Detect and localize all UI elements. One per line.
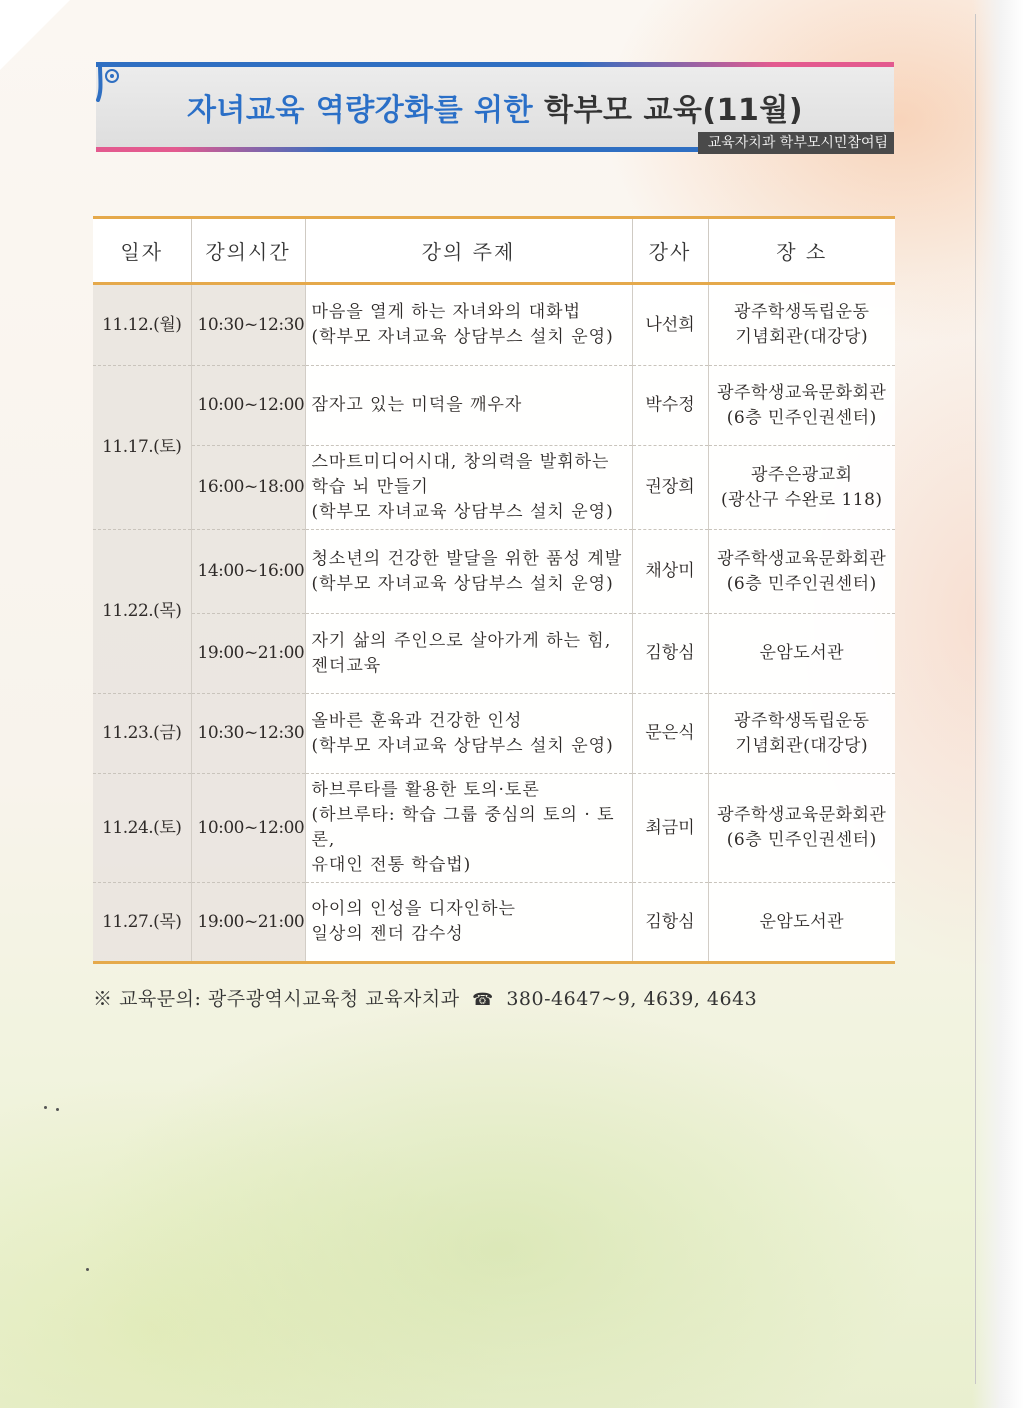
topic-line: (하브루타: 학습 그룹 중심의 토의 · 토론, <box>311 805 615 850</box>
department-label: 교육자치과 학부모시민참여팀 <box>698 132 894 154</box>
venue-line: (6층 민주인권센터) <box>726 573 877 594</box>
instructor-cell: 김항심 <box>632 883 708 963</box>
topic-cell <box>305 530 632 614</box>
venue-line: 운암도서관 <box>759 643 845 663</box>
time-cell: 10:00~12:00 <box>191 774 305 883</box>
instructor-cell: 박수정 <box>632 366 708 446</box>
date-cell: 11.22.(목) <box>93 530 191 694</box>
venue-line: (광산구 수완로 118) <box>720 489 883 510</box>
scan-speck <box>44 1106 47 1109</box>
time-cell: 10:30~12:30 <box>191 284 305 366</box>
date-cell: 11.24.(토) <box>93 774 191 883</box>
table-row <box>93 614 895 694</box>
topic-line: 젠더교육 <box>311 655 382 676</box>
topic-cell <box>305 774 632 883</box>
date-cell: 11.17.(토) <box>93 366 191 530</box>
table-row <box>93 530 895 614</box>
contact-label: 교육문의: 광주광역시교육청 교육자치과 <box>119 988 460 1010</box>
venue-line: 기념회관(대강당) <box>735 327 869 347</box>
column-header-instructor: 강사 <box>632 218 708 284</box>
venue-line: 광주학생교육문화회관 <box>717 382 887 403</box>
page-title <box>96 85 894 129</box>
venue-line: 광주학생교육문화회관 <box>717 805 887 825</box>
venue-line: 광주학생독립운동 <box>734 710 870 731</box>
reference-mark: ※ <box>93 988 113 1010</box>
instructor-cell: 최금미 <box>632 774 708 883</box>
table-header-row <box>93 218 895 284</box>
venue-cell <box>708 883 895 963</box>
venue-line: 기념회관(대강당) <box>735 735 869 756</box>
title-highlight: 자녀교육 역량강화를 위한 <box>186 93 534 128</box>
venue-cell <box>708 530 895 614</box>
topic-line: (학부모 자녀교육 상담부스 설치 운영) <box>311 735 614 756</box>
table-row <box>93 774 895 883</box>
telephone-icon: ☎ <box>472 990 494 1010</box>
scan-speck <box>56 1108 59 1111</box>
topic-line: 올바른 훈육과 건강한 인성 <box>311 710 523 731</box>
venue-line: 광주은광교회 <box>750 464 853 485</box>
topic-line: (학부모 자녀교육 상담부스 설치 운영) <box>311 327 614 347</box>
scan-edge <box>972 0 1024 1408</box>
table-row <box>93 883 895 963</box>
time-cell: 19:00~21:00 <box>191 614 305 694</box>
instructor-cell: 나선희 <box>632 284 708 366</box>
column-header-date: 일자 <box>93 218 191 284</box>
venue-cell <box>708 774 895 883</box>
venue-cell <box>708 284 895 366</box>
topic-line: 자기 삶의 주인으로 살아가게 하는 힘, <box>311 630 612 651</box>
venue-line: 운암도서관 <box>759 911 845 932</box>
column-header-venue: 장 소 <box>708 218 895 284</box>
scan-speck <box>86 1268 89 1271</box>
venue-cell <box>708 694 895 774</box>
venue-line: (6층 민주인권센터) <box>726 407 877 428</box>
table-row <box>93 446 895 530</box>
topic-cell <box>305 694 632 774</box>
time-cell: 19:00~21:00 <box>191 883 305 963</box>
time-cell: 16:00~18:00 <box>191 446 305 530</box>
date-cell: 11.27.(목) <box>93 883 191 963</box>
date-cell: 11.23.(금) <box>93 694 191 774</box>
venue-cell <box>708 366 895 446</box>
topic-cell <box>305 614 632 694</box>
venue-line: (6층 민주인권센터) <box>726 830 877 850</box>
topic-line: 아이의 인성을 디자인하는 <box>311 899 516 919</box>
scan-line <box>975 14 976 1384</box>
topic-line: 스마트미디어시대, 창의력을 발휘하는 <box>311 452 610 472</box>
topic-line: 마음을 열게 하는 자녀와의 대화법 <box>311 302 582 322</box>
time-cell: 10:00~12:00 <box>191 366 305 446</box>
topic-line: (학부모 자녀교육 상담부스 설치 운영) <box>311 502 614 522</box>
topic-line: 청소년의 건강한 발달을 위한 품성 계발 <box>311 548 623 569</box>
topic-cell <box>305 284 632 366</box>
time-cell: 14:00~16:00 <box>191 530 305 614</box>
contact-phone: 380-4647~9, 4639, 4643 <box>506 988 758 1010</box>
date-cell: 11.12.(월) <box>93 284 191 366</box>
table-row <box>93 284 895 366</box>
topic-line: 일상의 젠더 감수성 <box>311 924 464 944</box>
table-row <box>93 366 895 446</box>
instructor-cell: 채상미 <box>632 530 708 614</box>
topic-line: 하브루타를 활용한 토의·토론 <box>311 780 540 800</box>
topic-cell <box>305 366 632 446</box>
instructor-cell: 김항심 <box>632 614 708 694</box>
venue-line: 광주학생교육문화회관 <box>717 548 887 569</box>
title-main: 학부모 교육(11월) <box>544 93 804 128</box>
topic-line: 유대인 전통 학습법) <box>311 855 472 875</box>
page-header <box>96 62 894 152</box>
venue-cell <box>708 614 895 694</box>
instructor-cell: 문은식 <box>632 694 708 774</box>
contact-note <box>93 984 913 1011</box>
venue-cell <box>708 446 895 530</box>
topic-line: (학부모 자녀교육 상담부스 설치 운영) <box>311 573 614 594</box>
topic-cell <box>305 883 632 963</box>
topic-cell <box>305 446 632 530</box>
schedule-table <box>93 216 895 964</box>
instructor-cell: 권장희 <box>632 446 708 530</box>
table-row <box>93 694 895 774</box>
column-header-topic: 강의 주제 <box>305 218 632 284</box>
topic-line: 학습 뇌 만들기 <box>311 477 429 497</box>
torn-corner <box>0 0 70 70</box>
venue-line: 광주학생독립운동 <box>734 302 870 322</box>
time-cell: 10:30~12:30 <box>191 694 305 774</box>
column-header-time: 강의시간 <box>191 218 305 284</box>
topic-line: 잠자고 있는 미덕을 깨우자 <box>311 395 523 415</box>
